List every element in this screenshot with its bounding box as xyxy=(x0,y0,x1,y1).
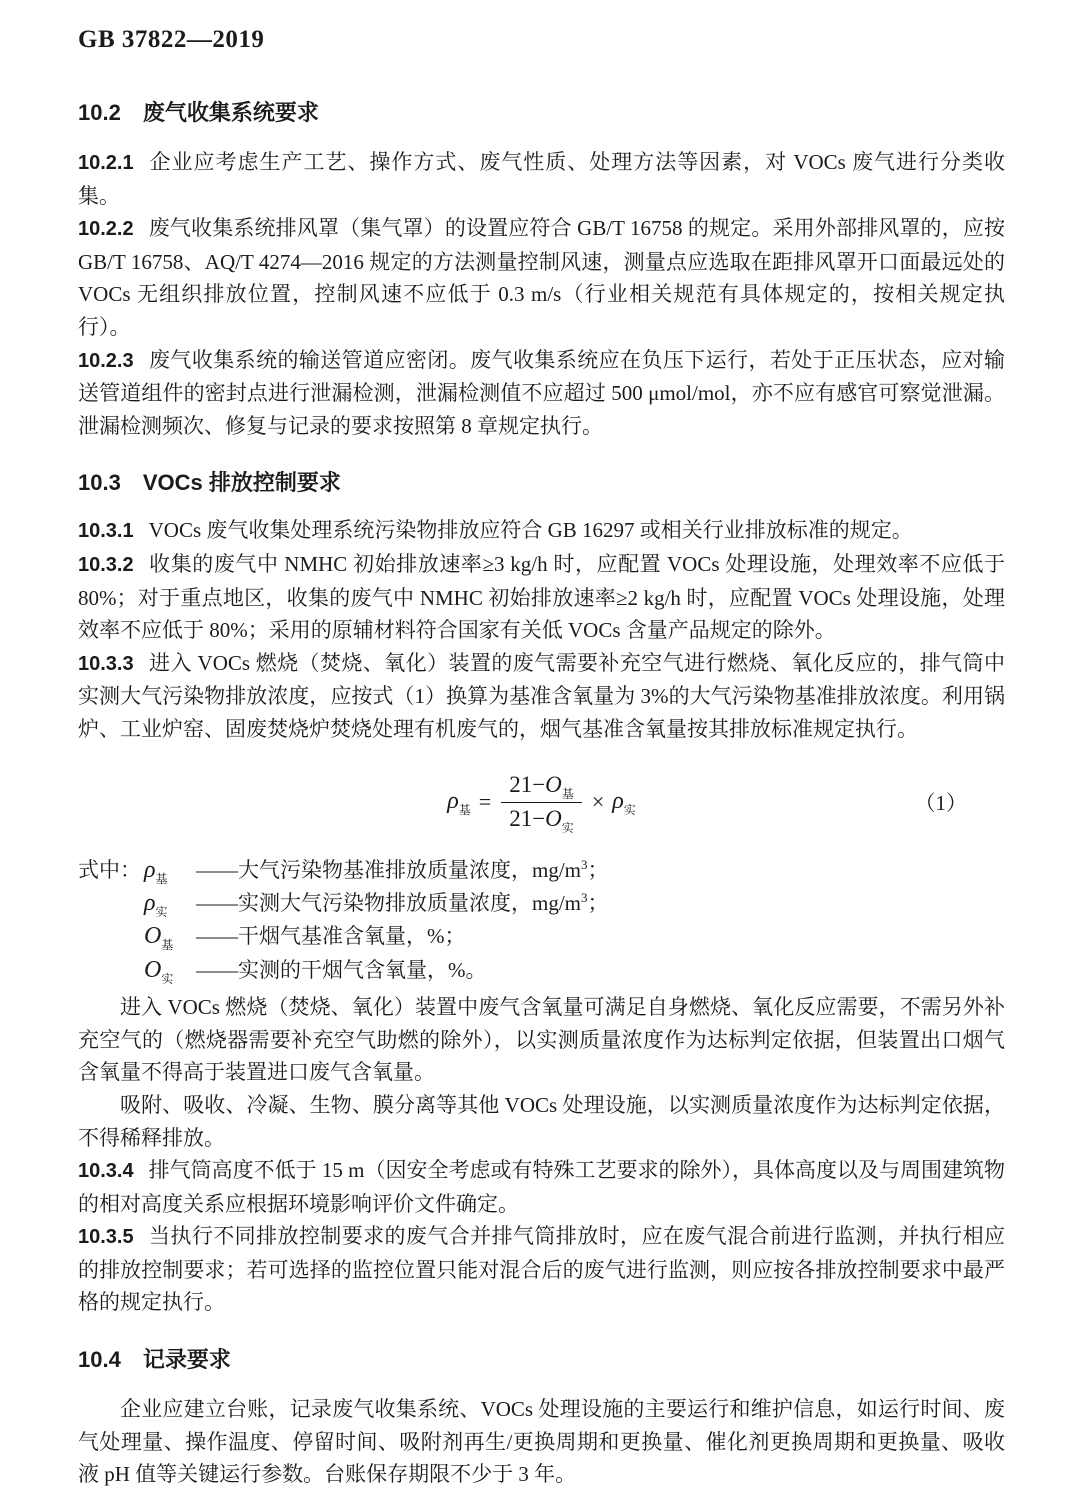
definition-description: ——干烟气基准含氧量，%； xyxy=(196,924,466,949)
equation-definitions xyxy=(78,854,1005,988)
section-title: VOCs 排放控制要求 xyxy=(142,470,341,496)
where-label: 式中： xyxy=(78,857,141,882)
definition-description: ——大气污染物基准排放质量浓度，$mg/m^3$； xyxy=(196,856,609,882)
clause-number: 10.3.2 xyxy=(78,553,134,576)
definition-term: $\rho_基$ xyxy=(144,856,168,886)
clause-text: 废气收集系统的输送管道应密闭。废气收集系统应在负压下运行，若处于正压状态，应对输送管道组件的密封点进行泄漏检测，泄漏检测值不应超过 500 μmol/mol，亦不应有感官可察觉泄漏。泄漏检测频次、修复与记录的要求按照第 8 章规定执行。 xyxy=(78,347,1005,438)
section-number: 10.2 xyxy=(78,100,121,125)
clause-10-2-3 xyxy=(78,344,1005,443)
paragraph-combustion-oxygen: 进入 VOCs 燃烧（焚烧、氧化）装置中废气含氧量可满足自身燃烧、氧化反应需要，不需另外补充空气的（燃烧器需要补充空气助燃的除外），以实测质量浓度作为达标判定依据，但装置出口烟气含氧量不得高于装置进口废气含氧量。 xyxy=(78,995,1005,1085)
clause-text: 废气收集系统排风罩（集气罩）的设置应符合 GB/T 16758 的规定。采用外部排风罩的，应按 GB/T 16758、AQ/T 4274—2016 规定的方法测量控制风速，测量点应选取在距排风罩开口面最远处的 VOCs 无组织排放位置，控制风速不应低于 0.3 m/s（行业相关规范有具体规定的，按相关规定执行）。 xyxy=(78,216,1005,339)
section-title: 记录要求 xyxy=(142,1347,231,1373)
definition-description: ——实测的干烟气含氧量，%。 xyxy=(196,957,487,982)
paragraph-other-treatment: 吸附、吸收、冷凝、生物、膜分离等其他 VOCs 处理设施，以实测质量浓度作为达标判定依据，不得稀释排放。 xyxy=(78,1092,1005,1150)
clause-number: 10.3.1 xyxy=(78,520,134,543)
equation-lhs: $\rho_基$ xyxy=(447,788,471,817)
clause-number: 10.3.4 xyxy=(78,1160,134,1183)
clause-10-3-4 xyxy=(78,1154,1005,1220)
section-title: 废气收集系统要求 xyxy=(142,100,319,125)
fraction-numerator: $21-O_基$ xyxy=(501,771,582,803)
definition-term: $\rho_实$ xyxy=(144,889,168,919)
equation-fraction xyxy=(501,771,582,833)
definition-term: $O_实$ xyxy=(144,956,174,986)
clause-number: 10.2.2 xyxy=(78,218,134,241)
equation-number: （1） xyxy=(914,790,967,815)
definition-row xyxy=(78,887,1005,920)
section-heading-10-3 xyxy=(78,468,1005,498)
definition-term: $O_基$ xyxy=(144,923,174,953)
clause-text: 企业应考虑生产工艺、操作方式、废气性质、处理方法等因素，对 VOCs 废气进行分类收集。 xyxy=(78,150,1005,208)
clause-text: 收集的废气中 NMHC 初始排放速率≥3 kg/h 时，应配置 VOCs 处理设施，处理效率不应低于 80%；对于重点地区，收集的废气中 NMHC 初始排放速率≥2 kg/h 时，应配置 VOCs 处理设施，处理效率不应低于 80%；采用的原辅材料符合国家有关低 VOCs 含量产品规定的除外。 xyxy=(78,551,1005,643)
equation-body xyxy=(447,771,636,833)
document-code: GB 37822—2019 xyxy=(78,26,265,53)
clause-10-3-1 xyxy=(78,514,1005,548)
clause-text: 进入 VOCs 燃烧（焚烧、氧化）装置的废气需要补充空气进行燃烧、氧化反应的，排气筒中实测大气污染物排放浓度，应按式（1）换算为基准含氧量为 3%的大气污染物基准排放浓度。利用锅炉、工业炉窑、固废焚烧炉焚烧处理有机废气的，烟气基准含氧量按其排放标准规定执行。 xyxy=(78,650,1005,741)
section-heading-10-2 xyxy=(78,98,1005,128)
clause-10-2-2 xyxy=(78,212,1005,343)
definition-row xyxy=(78,854,1005,887)
section-heading-10-4 xyxy=(78,1345,1005,1375)
fraction-denominator: $21-O_实$ xyxy=(509,805,574,835)
clause-10-3-2 xyxy=(78,548,1005,647)
equals-sign: = xyxy=(478,788,492,814)
clause-number: 10.2.3 xyxy=(78,349,134,372)
equation-rhs: $\rho_实$ xyxy=(612,788,636,817)
equation-1 xyxy=(78,760,1005,844)
clause-10-2-1 xyxy=(78,146,1005,212)
definition-row xyxy=(78,920,1005,953)
clause-10-3-3 xyxy=(78,647,1005,746)
clause-text: 排气筒高度不低于 15 m（因安全考虑或有特殊工艺要求的除外），具体高度以及与周围建筑物的相对高度关系应根据环境影响评价文件确定。 xyxy=(78,1158,1005,1216)
clause-number: 10.2.1 xyxy=(78,152,134,174)
section-number: 10.3 xyxy=(78,470,121,496)
section-number: 10.4 xyxy=(78,1347,121,1373)
clause-number: 10.3.5 xyxy=(78,1226,134,1249)
definition-row xyxy=(78,954,1005,987)
clause-text: 当执行不同排放控制要求的废气合并排气筒排放时，应在废气混合前进行监测，并执行相应的排放控制要求；若可选择的监控位置只能对混合后的废气进行监测，则应按各排放控制要求中最严格的规定执行。 xyxy=(78,1224,1005,1315)
definition-description: ——实测大气污染物排放质量浓度，$mg/m^3$； xyxy=(196,889,609,915)
clause-10-3-5 xyxy=(78,1220,1005,1319)
clause-text: VOCs 废气收集处理系统污染物排放应符合 GB 16297 或相关行业排放标准的规定。 xyxy=(148,518,913,543)
paragraph-record-keeping: 企业应建立台账，记录废气收集系统、VOCs 处理设施的主要运行和维护信息，如运行时间、废气处理量、操作温度、停留时间、吸附剂再生/更换周期和更换量、催化剂更换周期和更换量、吸收液 pH 值等关键运行参数。台账保存期限不少于 3 年。 xyxy=(78,1397,1005,1487)
clause-number: 10.3.3 xyxy=(78,652,134,675)
multiply-sign: × xyxy=(591,788,605,814)
